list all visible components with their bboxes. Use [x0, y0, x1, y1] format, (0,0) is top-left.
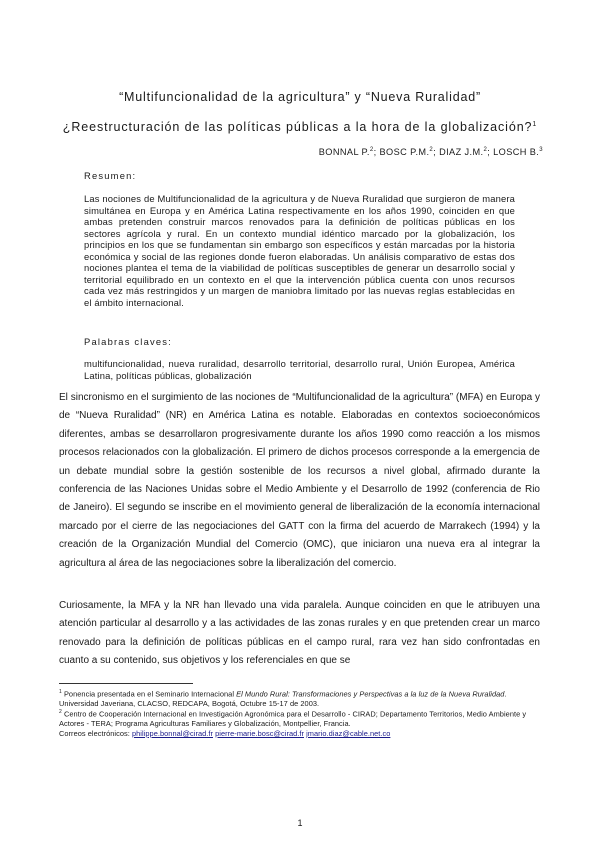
keywords-text: multifuncionalidad, nueva ruralidad, desarrollo territorial, desarrollo rural, Unión Europea, América Latina, políticas públicas, globalización [84, 358, 515, 381]
affiliation-marker: 2 [483, 147, 488, 153]
author: BOSC P.M. [379, 147, 430, 158]
affiliation-marker: 3 [539, 147, 543, 153]
email-link[interactable]: jmario.diaz@cable.net.co [306, 728, 391, 738]
email-link[interactable]: philippe.bonnal@cirad.fr [131, 728, 213, 738]
affiliation-marker: 2 [369, 147, 374, 153]
footnote-text: Ponencia presentada en el Seminario Internacional [63, 689, 237, 699]
author: DIAZ J.M. [439, 147, 484, 158]
author: LOSCH B. [493, 147, 540, 158]
abstract-text: Las nociones de Multifuncionalidad de la agricultura y de Nueva Ruralidad que surgieron de manera simultánea en Europa y en América Latina respectivamente en los años 1990, coinciden en que ambas pretenden construir marcos renovados para la definición de políticas públicas en los sectores agrícola y rural. En un contexto mundial idéntico marcado por la globalización, los principios en los que se fundamentan sin embargo son específicos y están marcadas por la historia económica y social de las regiones donde fueron elaboradas. Un análisis comparativo de estas dos nociones plantea el tema de la viabilidad de políticas susceptibles de generar un desarrollo social y territorial equilibrado en un contexto en el que la intervención pública cuenta con unos recursos cada vez más restringidos y un margen de maniobra limitado por las nuevas reglas establecidas en el ámbito internacional. [84, 193, 515, 308]
footnote-text: . Universidad Javeriana, CLACSO, REDCAPA, Bogotá, Octubre 15-17 de 2003. [59, 689, 507, 708]
author: BONNAL P. [318, 147, 370, 158]
footnote-number: 2 [59, 709, 62, 716]
footnote-text: Centro de Cooperación Internacional en Investigación Agronómica para el Desarrollo - CIRAD; Departamento Territorios, Medio Ambiente y Actores - TERA; Programa Agriculturas Familiares y Globalización, Montpellier, Francia. [59, 709, 527, 729]
keywords-heading: Palabras claves: [84, 336, 172, 347]
title-line-1: “Multifuncionalidad de la agricultura” y “Nueva Ruralidad” [119, 90, 481, 104]
email-link[interactable]: pierre-marie.bosc@cirad.fr [215, 728, 304, 738]
footnote-divider [59, 683, 193, 684]
title-line-2-text: ¿Reestructuración de las políticas públicas a la hora de la globalización? [62, 120, 533, 134]
footnote-emails [59, 729, 543, 738]
title-line-2 [0, 120, 600, 134]
footnote-italic-title: El Mundo Rural: Transformaciones y Perspectivas a la luz de la Nueva Ruralidad [236, 689, 505, 699]
abstract-heading: Resumen: [84, 170, 137, 181]
footnote-number: 1 [59, 689, 62, 695]
body-paragraph-1: El sincronismo en el surgimiento de las nociones de “Multifuncionalidad de la agricultura” (MFA) en Europa y de “Nueva Ruralidad” (NR) en América Latina es notable. Elaboradas en contextos socioeconómicos diferentes, ambas se desarrollaron progresivamente durante los años 1990 como reacción a los mismos procesos relacionados con la globalización. El primero de dichos procesos corresponde a la emergencia de un debate mundial sobre la gestión sostenible de los recursos a nivel global, afirmado durante la conferencia de las Naciones Unidas sobre el Medio Ambiente y el Desarrollo de 1992 (conferencia de Rio de Janeiro). El segundo se inscribe en el movimiento general de liberalización de la economía internacional marcado por el cierre de las negociaciones del GATT con la firma del acuerdo de Marrakech (1994) y la creación de la Organización Mundial del Comercio (OMC), que iniciaron una nueva era al integrar la agricultura al área de las negociaciones sobre la liberalización del comercio. [59, 392, 540, 569]
author-list: BONNAL P.$^2$; BOSC P.M.$^2$; DIAZ J.M.$^2$; LOSCH B.$^3$ [318, 147, 543, 158]
footnote-2 [59, 708, 543, 728]
footnotes [59, 688, 543, 738]
footnote-marker: 1 [532, 120, 538, 128]
affiliation-marker: 2 [429, 147, 434, 153]
body-paragraph-2: Curiosamente, la MFA y la NR han llevado una vida paralela. Aunque coinciden en que le atribuyen una atención particular al desarrollo y a las actividades de las zonas rurales y en que pretenden crear un marco renovado para la definición de políticas públicas en el campo rural, rara vez han sido confrontadas en cuanto a su contenido, sus objetivos y los referenciales en que se [59, 600, 540, 667]
footnote-1 [59, 688, 543, 708]
page-number: 1 [297, 818, 303, 828]
emails-label: Correos electrónicos: [59, 728, 132, 738]
